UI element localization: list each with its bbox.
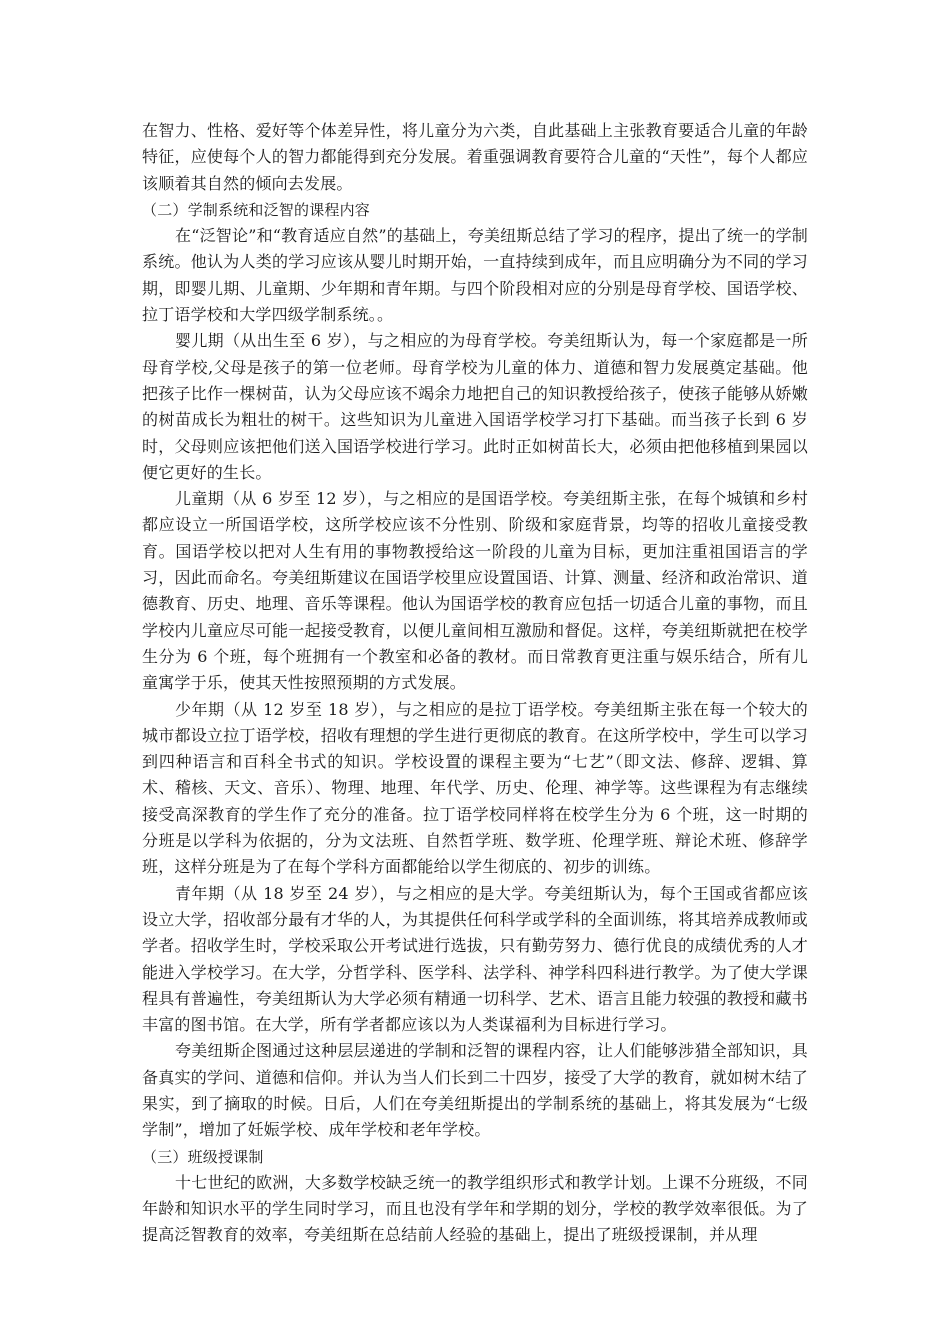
paragraph-adolescence: 少年期（从 12 岁至 18 岁），与之相应的是拉丁语学校。夸美纽斯主张在每一个较大的城市都设立拉丁语学校，招收有理想的学生进行更彻底的教育。在这所学校中，学生可以学习到四种语言和百科全书式的知识。学校设置的课程主要为“七艺”（即文法、修辞、逻辑、算术、稽核、天文、音乐）、物理、地理、年代学、历史、伦理、神学等。这些课程为有志继续接受高深教育的学生作了充分的准备。拉丁语学校同样将在校学生分为 6 个班，这一时期的分班是以学科为依据的，分为文法班、自然哲学班、数学班、伦理学班、辩论术班、修辞学班，这样分班是为了在每个学科方面都能给以学生彻底的、初步的训练。	[142, 699, 808, 877]
paragraph-summary: 夸美纽斯企图通过这种层层递进的学制和泛智的课程内容，让人们能够涉猎全部知识，具备真实的学问、道德和信仰。并认为当人们长到二十四岁，接受了大学的教育，就如树木结了果实，到了摘取的时候。日后，人们在夸美纽斯提出的学制系统的基础上，将其发展为“七级学制”，增加了妊娠学校、成年学校和老年学校。	[142, 1041, 808, 1140]
paragraph-continued: 在智力、性格、爱好等个体差异性，将儿童分为六类，自此基础上主张教育要适合儿童的年龄特征，应使每个人的智力都能得到充分发展。着重强调教育要符合儿童的“天性”，每个人都应该顺着其自然的倾向去发展。	[142, 121, 808, 193]
paragraph-youth: 青年期（从 18 岁至 24 岁），与之相应的是大学。夸美纽斯认为，每个王国或省都应该设立大学，招收部分最有才华的人，为其提供任何科学或学科的全面训练，将其培养成教师或学者。招收学生时，学校采取公开考试进行选拔，只有勤劳努力、德行优良的成绩优秀的人才能进入学校学习。在大学，分哲学科、医学科、法学科、神学科四科进行教学。为了使大学课程具有普遍性，夸美纽斯认为大学必须有精通一切科学、艺术、语言且能力较强的教授和藏书丰富的图书馆。在大学，所有学者都应该以为人类谋福利为目标进行学习。	[142, 883, 808, 1035]
paragraph-infancy: 婴儿期（从出生至 6 岁），与之相应的为母育学校。夸美纽斯认为，每一个家庭都是一所母育学校,父母是孩子的第一位老师。母育学校为儿童的体力、道德和智力发展奠定基础。他把孩子比作一棵树苗，认为父母应该不竭余力地把自己的知识教授给孩子，使孩子能够从娇嫩的树苗成长为粗壮的树干。这些知识为儿童进入国语学校学习打下基础。而当孩子长到 6 岁时，父母则应该把他们送入国语学校进行学习。此时正如树苗长大，必须由把他移植到果园以便它更好的生长。	[142, 331, 808, 482]
document-page	[142, 118, 808, 1249]
paragraph-childhood: 儿童期（从 6 岁至 12 岁），与之相应的是国语学校。夸美纽斯主张，在每个城镇和乡村都应设立一所国语学校，这所学校应该不分性别、阶级和家庭背景，均等的招收儿童接受教育。国语学校以把对人生有用的事物教授给这一阶段的儿童为目标，更加注重祖国语言的学习，因此而命名。夸美纽斯建议在国语学校里应设置国语、计算、测量、经济和政治常识、道德教育、历史、地理、音乐等课程。他认为国语学校的教育应包括一切适合儿童的事物，而且学校内儿童应尽可能一起接受教育，以便儿童间相互激励和督促。这样，夸美纽斯就把在校学生分为 6 个班，每个班拥有一个教室和必备的教材。而日常教育更注重与娱乐结合，所有儿童寓学于乐，使其天性按照预期的方式发展。	[142, 489, 808, 693]
paragraph-school-system: 在“泛智论”和“教育适应自然”的基础上，夸美纽斯总结了学习的程序，提出了统一的学制系统。他认为人类的学习应该从婴儿时期开始，一直持续到成年，而且应明确分为不同的学习期，即婴儿期、儿童期、少年期和青年期。与四个阶段相对应的分别是母育学校、国语学校、拉丁语学校和大学四级学制系统。。	[142, 226, 808, 325]
section-heading-2: （二）学制系统和泛智的课程内容	[142, 200, 371, 219]
section-heading-3: （三）班级授课制	[142, 1147, 264, 1166]
paragraph-class-teaching: 十七世纪的欧洲，大多数学校缺乏统一的教学组织形式和教学计划。上课不分班级，不同年龄和知识水平的学生同时学习，而且也没有学年和学期的划分，学校的教学效率很低。为了提高泛智教育的效率，夸美纽斯在总结前人经验的基础上，提出了班级授课制，并从理	[142, 1172, 808, 1245]
